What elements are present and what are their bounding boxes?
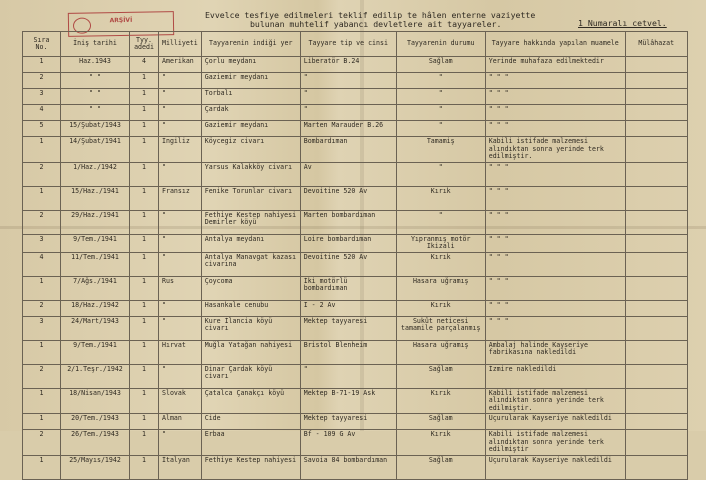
row-count: 1: [130, 121, 159, 137]
row-no: 1: [23, 137, 61, 163]
row-place: Köycegiz civarı: [201, 137, 300, 163]
row-count: 1: [130, 162, 159, 186]
row-action: Uçurularak Kayseriye nakledildi: [485, 455, 625, 479]
row-action: " " ": [485, 210, 625, 234]
row-nation: İngiliz: [159, 137, 202, 163]
row-count: 1: [130, 186, 159, 210]
row-place: Cide: [201, 414, 300, 430]
row-count: 1: [130, 455, 159, 479]
row-status: Kırık: [396, 388, 485, 414]
row-type: Marten Marauder B.26: [300, 121, 396, 137]
row-no: 1: [23, 276, 61, 300]
row-date: 18/Haz./1942: [61, 300, 130, 316]
row-status: ": [396, 89, 485, 105]
table-row: [23, 300, 688, 316]
row-type: Loire bombardıman: [300, 234, 396, 252]
row-no: 2: [23, 210, 61, 234]
row-nation: Amerikan: [159, 57, 202, 73]
row-action: " " ": [485, 105, 625, 121]
row-action: " " ": [485, 73, 625, 89]
row-count: 1: [130, 316, 159, 340]
row-action: " " ": [485, 252, 625, 276]
table-row: [23, 105, 688, 121]
row-place: Muğla Yatağan nahiyesi: [201, 340, 300, 364]
row-date: 15/Şubat/1943: [61, 121, 130, 137]
row-note: [625, 414, 687, 430]
row-status: ": [396, 162, 485, 186]
row-action: Uçurularak Kayseriye nakledildi: [485, 414, 625, 430]
table-row: [23, 276, 688, 300]
row-note: [625, 186, 687, 210]
col-header-date: İniş tarihi: [61, 32, 130, 57]
row-date: 14/Şubat/1941: [61, 137, 130, 163]
row-no: 5: [23, 121, 61, 137]
table-header-row: [23, 32, 688, 57]
table-row: [23, 364, 688, 388]
row-place: Antalya meydanı: [201, 234, 300, 252]
row-note: [625, 430, 687, 456]
row-date: 2/1.Teşr./1942: [61, 364, 130, 388]
row-nation: ": [159, 121, 202, 137]
table-row: [23, 121, 688, 137]
row-nation: ": [159, 234, 202, 252]
row-type: Mektep tayyaresi: [300, 414, 396, 430]
row-nation: ": [159, 252, 202, 276]
table-row: [23, 234, 688, 252]
document-reference: 1 Numaralı cetvel.: [578, 18, 667, 28]
aircraft-table: [22, 31, 688, 480]
row-place: Fethiye Kestep nahiyesi Demirler köyü: [201, 210, 300, 234]
row-status: Tamamiş: [396, 137, 485, 163]
table-row: [23, 162, 688, 186]
row-nation: ": [159, 430, 202, 456]
row-action: İzmire nakledildi: [485, 364, 625, 388]
row-note: [625, 340, 687, 364]
row-place: Antalya Manavgat kazası civarına: [201, 252, 300, 276]
row-status: Sağlam: [396, 414, 485, 430]
row-type: ": [300, 73, 396, 89]
row-nation: Hırvat: [159, 340, 202, 364]
table-row: [23, 73, 688, 89]
row-action: " " ": [485, 234, 625, 252]
row-nation: İtalyan: [159, 455, 202, 479]
table-row: [23, 57, 688, 73]
row-count: 1: [130, 210, 159, 234]
row-type: I - 2 Av: [300, 300, 396, 316]
row-date: 7/Ağs./1941: [61, 276, 130, 300]
row-no: 4: [23, 252, 61, 276]
row-action: " " ": [485, 316, 625, 340]
row-type: Bf - 109 G Av: [300, 430, 396, 456]
table-row: [23, 186, 688, 210]
row-no: 2: [23, 73, 61, 89]
row-place: Hasankale cenubu: [201, 300, 300, 316]
row-note: [625, 162, 687, 186]
row-type: Marten bombardıman: [300, 210, 396, 234]
row-date: 11/Tem./1941: [61, 252, 130, 276]
row-date: " ": [61, 105, 130, 121]
row-nation: ": [159, 105, 202, 121]
row-action: Kabili istifade malzemesi alındıktan sonra yerinde terk edilmiştir.: [485, 388, 625, 414]
row-status: Yıpranmış motör Ikizali: [396, 234, 485, 252]
row-no: 1: [23, 186, 61, 210]
table-row: [23, 252, 688, 276]
row-place: Fenike Torunlar civarı: [201, 186, 300, 210]
row-note: [625, 300, 687, 316]
row-place: Torbalı: [201, 89, 300, 105]
row-type: ": [300, 89, 396, 105]
row-place: Çardak: [201, 105, 300, 121]
row-note: [625, 137, 687, 163]
table-row: [23, 414, 688, 430]
row-place: Gaziemir meydanı: [201, 121, 300, 137]
col-header-type: Tayyare tip ve cinsi: [300, 32, 396, 57]
row-note: [625, 388, 687, 414]
stamp-text: ARŞİVİ: [109, 16, 133, 25]
row-date: Haz.1943: [61, 57, 130, 73]
row-count: 4: [130, 57, 159, 73]
table-row: [23, 89, 688, 105]
row-nation: Rus: [159, 276, 202, 300]
table-row: [23, 340, 688, 364]
row-action: " " ": [485, 186, 625, 210]
row-no: 2: [23, 430, 61, 456]
row-count: 1: [130, 388, 159, 414]
row-no: 1: [23, 455, 61, 479]
row-type: ": [300, 364, 396, 388]
row-count: 1: [130, 89, 159, 105]
row-nation: ": [159, 364, 202, 388]
row-count: 1: [130, 252, 159, 276]
row-nation: ": [159, 162, 202, 186]
row-action: Kabili istifade malzemesi alındıktan sonra yerinde terk edilmiştir: [485, 430, 625, 456]
row-date: 9/Tem./1941: [61, 340, 130, 364]
row-date: 1/Haz./1942: [61, 162, 130, 186]
row-date: 25/Mayıs/1942: [61, 455, 130, 479]
row-status: Kırık: [396, 430, 485, 456]
row-type: Savoia 84 bombardıman: [300, 455, 396, 479]
table-row: [23, 430, 688, 456]
row-count: 1: [130, 234, 159, 252]
row-no: 1: [23, 414, 61, 430]
row-count: 1: [130, 276, 159, 300]
row-action: " " ": [485, 89, 625, 105]
row-count: 1: [130, 137, 159, 163]
col-header-count: Tyy. adedi: [130, 32, 159, 57]
row-status: ": [396, 121, 485, 137]
row-no: 1: [23, 388, 61, 414]
row-status: ": [396, 210, 485, 234]
row-status: Sağlam: [396, 364, 485, 388]
row-action: " " ": [485, 121, 625, 137]
row-date: 18/Nisan/1943: [61, 388, 130, 414]
row-note: [625, 316, 687, 340]
row-count: 1: [130, 73, 159, 89]
row-status: Hasara uğramış: [396, 276, 485, 300]
row-place: Kure İlancia köyü civarı: [201, 316, 300, 340]
row-status: Sağlam: [396, 57, 485, 73]
row-type: ": [300, 105, 396, 121]
table-row: [23, 388, 688, 414]
row-type: Bristol Blenheim: [300, 340, 396, 364]
row-no: 2: [23, 162, 61, 186]
row-nation: ": [159, 300, 202, 316]
row-note: [625, 73, 687, 89]
row-action: " " ": [485, 276, 625, 300]
row-type: Av: [300, 162, 396, 186]
row-no: 3: [23, 89, 61, 105]
row-count: 1: [130, 105, 159, 121]
row-action: Ambalaj halinde Kayseriye fabrikasına nakledildi: [485, 340, 625, 364]
row-action: " " ": [485, 162, 625, 186]
row-type: Bombardıman: [300, 137, 396, 163]
row-note: [625, 252, 687, 276]
row-date: 24/Mart/1943: [61, 316, 130, 340]
table-row: [23, 455, 688, 479]
row-action: " " ": [485, 300, 625, 316]
row-count: 1: [130, 414, 159, 430]
row-status: Kırık: [396, 300, 485, 316]
row-no: 2: [23, 300, 61, 316]
row-status: Sukût neticesi tamamile parçalanmış: [396, 316, 485, 340]
row-note: [625, 210, 687, 234]
row-date: " ": [61, 73, 130, 89]
row-place: Çatalca Çanakçı köyü: [201, 388, 300, 414]
row-action: Yerinde muhafaza edilmektedir: [485, 57, 625, 73]
row-nation: ": [159, 210, 202, 234]
row-count: 1: [130, 340, 159, 364]
row-place: Fethiye Kestep nahiyesi: [201, 455, 300, 479]
row-no: 2: [23, 364, 61, 388]
row-nation: Fransız: [159, 186, 202, 210]
row-status: Sağlam: [396, 455, 485, 479]
row-nation: Slovak: [159, 388, 202, 414]
document-title-line1: Evvelce tesfiye edilmeleri teklif edilip te hâlen enterne vaziyette: [205, 10, 536, 20]
row-date: " ": [61, 89, 130, 105]
row-type: Mektep tayyaresi: [300, 316, 396, 340]
row-note: [625, 455, 687, 479]
row-type: Devoitine 520 Av: [300, 186, 396, 210]
col-header-no: Sıra No.: [23, 32, 61, 57]
row-no: 3: [23, 234, 61, 252]
row-no: 4: [23, 105, 61, 121]
row-note: [625, 105, 687, 121]
row-nation: ": [159, 73, 202, 89]
row-count: 1: [130, 364, 159, 388]
table-row: [23, 316, 688, 340]
row-date: 9/Tem./1941: [61, 234, 130, 252]
row-place: Çorlu meydanı: [201, 57, 300, 73]
document-title-line2: bulunan muhtelif yabancı devletlere ait tayyareler.: [250, 19, 502, 29]
row-note: [625, 57, 687, 73]
row-place: Yarsus Kalakköy civarı: [201, 162, 300, 186]
row-place: Erbaa: [201, 430, 300, 456]
row-action: Kabili istifade malzemesi alındıktan sonra yerinde terk edilmiştir.: [485, 137, 625, 163]
row-type: Mektep B-71-19 Ask: [300, 388, 396, 414]
row-place: Dinar Çardak köyü civarı: [201, 364, 300, 388]
row-date: 15/Haz./1941: [61, 186, 130, 210]
row-status: ": [396, 105, 485, 121]
row-no: 1: [23, 57, 61, 73]
table-row: [23, 137, 688, 163]
table-row: [23, 210, 688, 234]
row-no: 3: [23, 316, 61, 340]
row-type: Liberatör B.24: [300, 57, 396, 73]
col-header-action: Tayyare hakkında yapılan muamele: [485, 32, 625, 57]
row-date: 20/Tem./1943: [61, 414, 130, 430]
row-place: Gaziemir meydanı: [201, 73, 300, 89]
row-count: 1: [130, 430, 159, 456]
col-header-place: Tayyarenin indiği yer: [201, 32, 300, 57]
row-place: Çoycoma: [201, 276, 300, 300]
row-status: Kırık: [396, 186, 485, 210]
row-date: 26/Tem./1943: [61, 430, 130, 456]
row-nation: Alman: [159, 414, 202, 430]
row-note: [625, 364, 687, 388]
row-no: 1: [23, 340, 61, 364]
row-type: İki motörlü bombardıman: [300, 276, 396, 300]
row-type: Devoitine 520 Av: [300, 252, 396, 276]
row-note: [625, 121, 687, 137]
row-date: 29/Haz./1941: [61, 210, 130, 234]
col-header-nation: Milliyeti: [159, 32, 202, 57]
row-note: [625, 234, 687, 252]
row-status: ": [396, 73, 485, 89]
row-note: [625, 89, 687, 105]
row-status: Kırık: [396, 252, 485, 276]
row-nation: ": [159, 89, 202, 105]
row-nation: ": [159, 316, 202, 340]
col-header-status: Tayyarenin durumu: [396, 32, 485, 57]
col-header-note: Mülâhazat: [625, 32, 687, 57]
row-status: Hasara uğramış: [396, 340, 485, 364]
row-note: [625, 276, 687, 300]
row-count: 1: [130, 300, 159, 316]
